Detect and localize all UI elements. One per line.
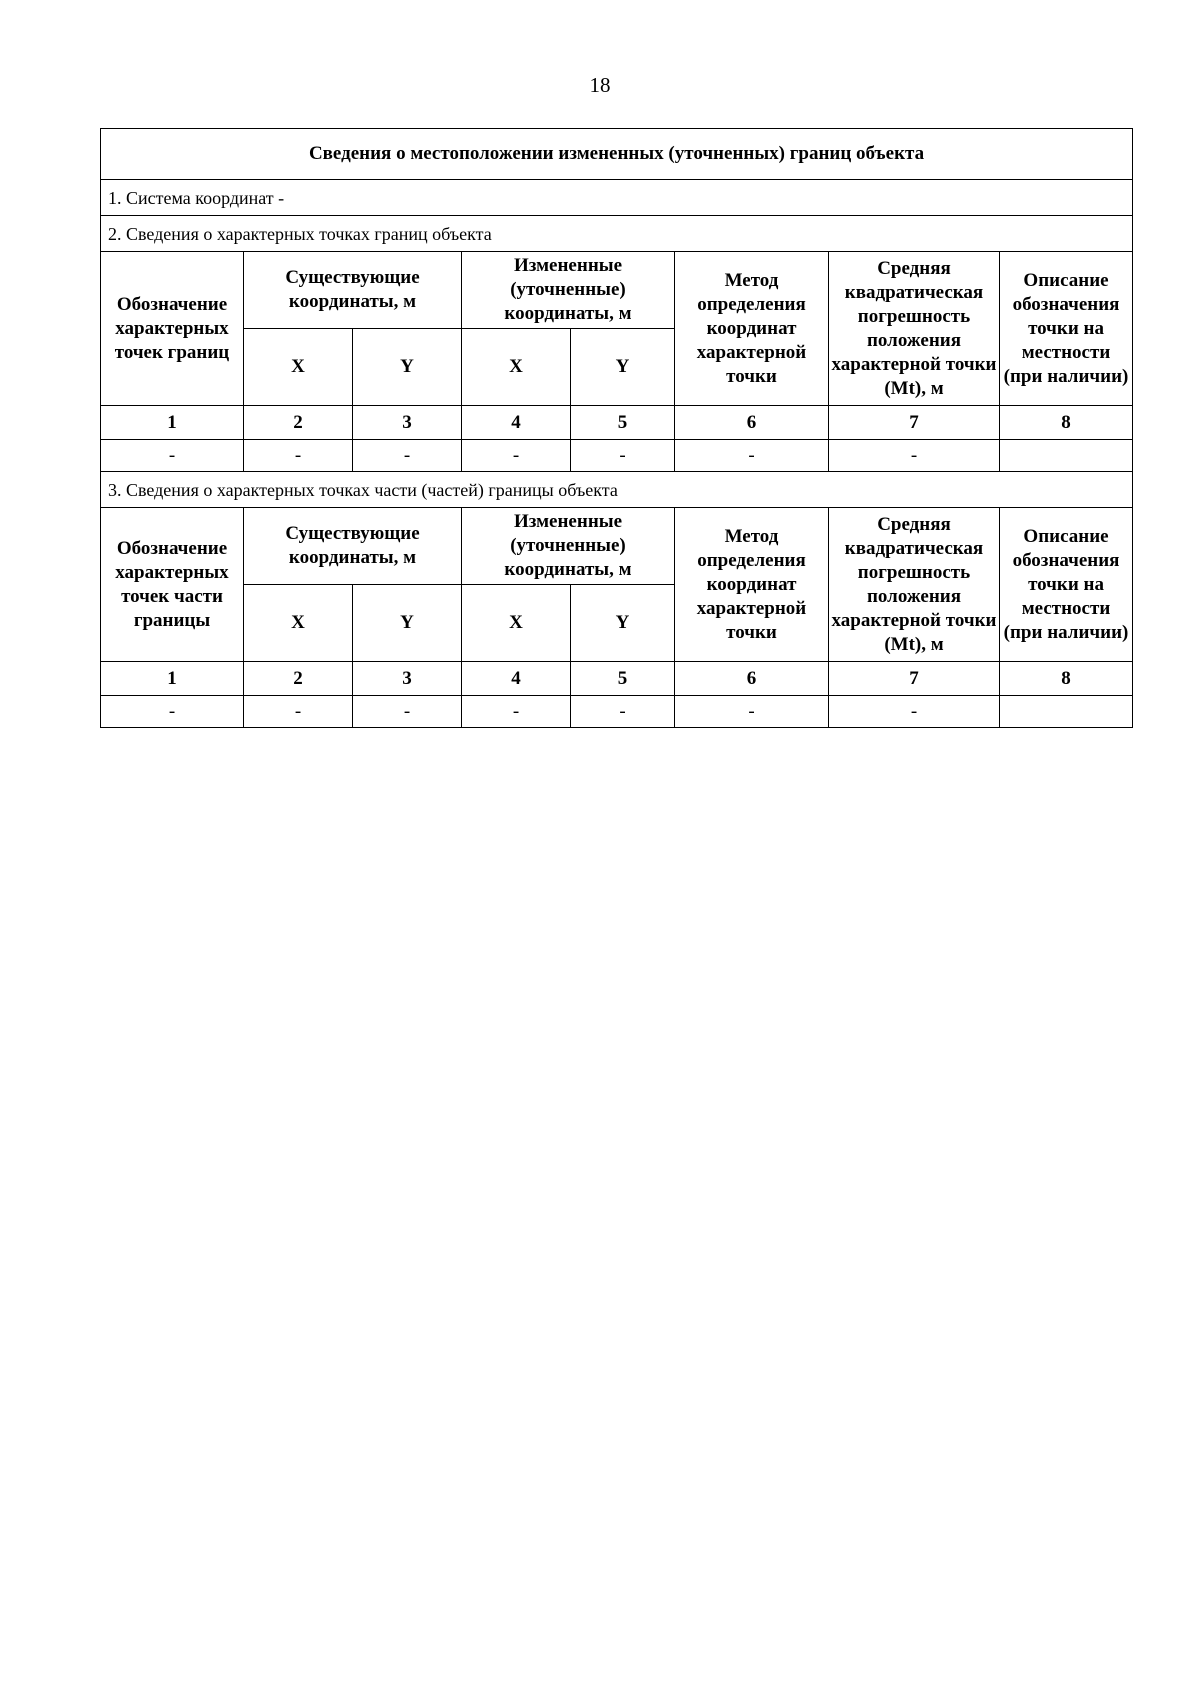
- header-description: Описание обозначения точки на местности (при наличии): [1000, 252, 1133, 406]
- column-number: 2: [244, 406, 353, 440]
- header-existing-coords: Существующие координаты, м: [244, 252, 462, 329]
- table-cell: -: [675, 696, 829, 728]
- column-number: 5: [571, 406, 675, 440]
- header-error: Средняя квадратическая погрешность положения характерной точки (Mt), м: [829, 252, 1000, 406]
- header-existing-coords: Существующие координаты, м: [244, 508, 462, 585]
- table-cell: -: [571, 440, 675, 472]
- column-number: 3: [353, 662, 462, 696]
- table-cell: -: [675, 440, 829, 472]
- header-designation: Обозначение характерных точек части границы: [101, 508, 244, 662]
- table-cell: [1000, 696, 1133, 728]
- section-2-label: 2. Сведения о характерных точках границ объекта: [101, 216, 1133, 252]
- header-changed-y: Y: [571, 585, 675, 662]
- column-numbers-row: [101, 662, 1133, 696]
- column-number: 2: [244, 662, 353, 696]
- column-number: 8: [1000, 662, 1133, 696]
- column-number: 1: [101, 662, 244, 696]
- column-number: 4: [462, 662, 571, 696]
- table-cell: -: [353, 696, 462, 728]
- section-3-label: 3. Сведения о характерных точках части (частей) границы объекта: [101, 472, 1133, 508]
- table-cell: -: [101, 440, 244, 472]
- header-existing-y: Y: [353, 585, 462, 662]
- header-changed-coords: Измененные (уточненные) координаты, м: [462, 252, 675, 329]
- header-changed-x: X: [462, 329, 571, 406]
- column-number: 8: [1000, 406, 1133, 440]
- table-row: [101, 696, 1133, 728]
- table-cell: -: [462, 440, 571, 472]
- table-cell: -: [101, 696, 244, 728]
- table-cell: -: [244, 440, 353, 472]
- table-cell: -: [244, 696, 353, 728]
- table-cell: -: [571, 696, 675, 728]
- column-numbers-row: [101, 406, 1133, 440]
- header-description: Описание обозначения точки на местности (при наличии): [1000, 508, 1133, 662]
- column-number: 6: [675, 406, 829, 440]
- header-existing-x: X: [244, 585, 353, 662]
- page-number: 18: [589, 73, 611, 97]
- column-number: 3: [353, 406, 462, 440]
- table-title: Сведения о местоположении измененных (уточненных) границ объекта: [101, 129, 1133, 180]
- header-method: Метод определения координат характерной точки: [675, 508, 829, 662]
- table-cell: -: [829, 696, 1000, 728]
- column-number: 5: [571, 662, 675, 696]
- header-method: Метод определения координат характерной точки: [675, 252, 829, 406]
- column-number: 1: [101, 406, 244, 440]
- header-changed-coords: Измененные (уточненные) координаты, м: [462, 508, 675, 585]
- header-existing-x: X: [244, 329, 353, 406]
- boundary-info-table: [100, 128, 1133, 728]
- table-cell: -: [353, 440, 462, 472]
- table-cell: [1000, 440, 1133, 472]
- table-cell: -: [829, 440, 1000, 472]
- column-number: 4: [462, 406, 571, 440]
- table-row: [101, 440, 1133, 472]
- coordinate-system-row: 1. Система координат -: [101, 180, 1133, 216]
- header-error: Средняя квадратическая погрешность положения характерной точки (Mt), м: [829, 508, 1000, 662]
- column-number: 6: [675, 662, 829, 696]
- column-number: 7: [829, 662, 1000, 696]
- column-number: 7: [829, 406, 1000, 440]
- table-cell: -: [462, 696, 571, 728]
- header-existing-y: Y: [353, 329, 462, 406]
- header-changed-y: Y: [571, 329, 675, 406]
- header-changed-x: X: [462, 585, 571, 662]
- header-designation: Обозначение характерных точек границ: [101, 252, 244, 406]
